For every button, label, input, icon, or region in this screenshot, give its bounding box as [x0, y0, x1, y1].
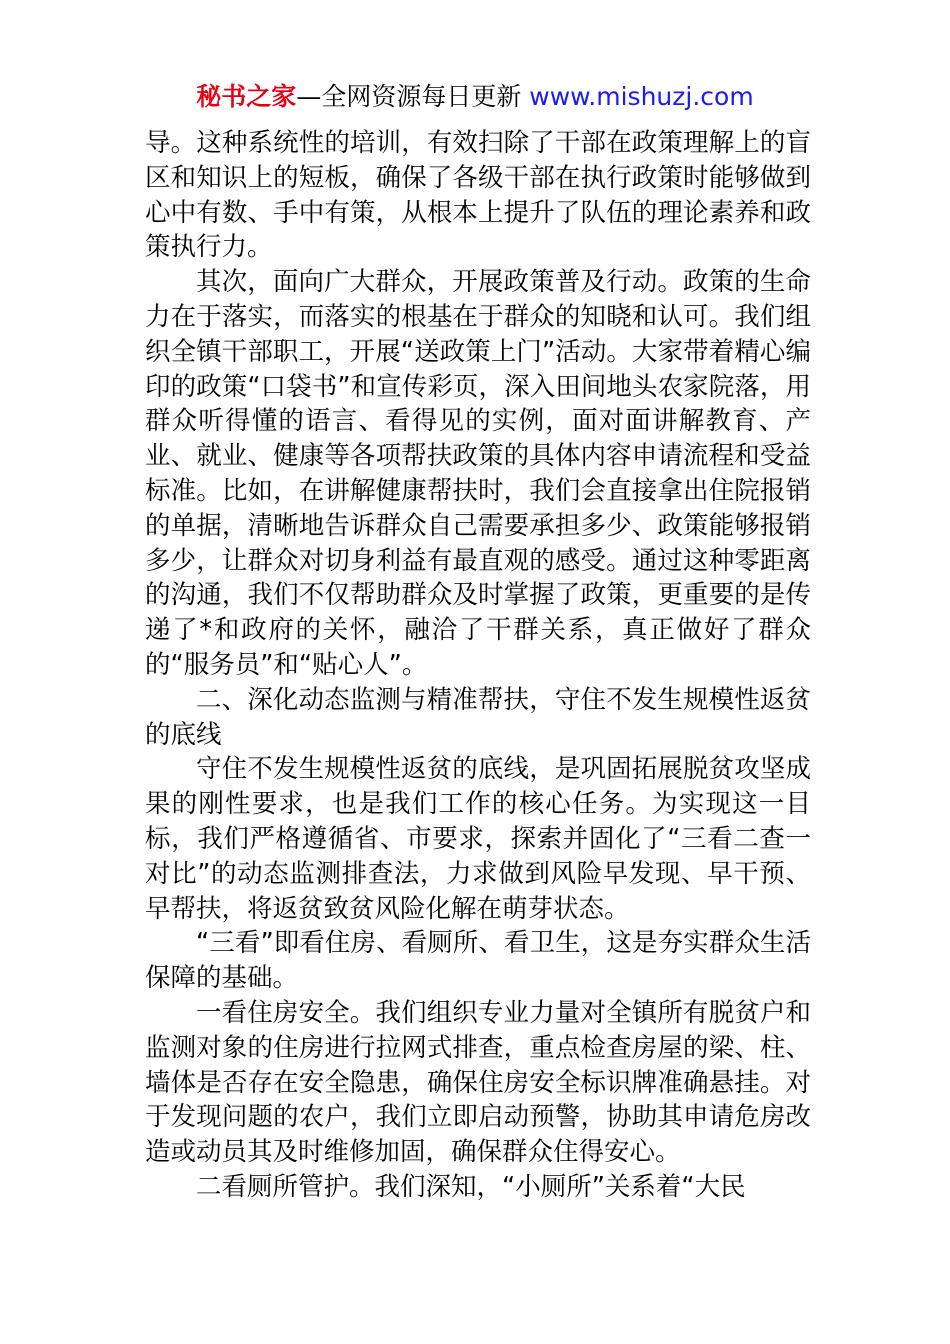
paragraph-toilet-care: 二看厕所管护。我们深知，“小厕所”关系着“大民 [196, 1171, 746, 1202]
site-tagline: —全网资源每日更新 [296, 82, 530, 111]
document-body [145, 126, 811, 1205]
paragraph-continuation: 导。这种系统性的培训，有效扫除了干部在政策理解上的盲区和知识上的短板，确保了各级干部在执行政策时能够做到心中有数、手中有策，从根本上提升了队伍的理论素养和政策执行力。 [145, 128, 811, 263]
page-header [0, 80, 950, 114]
paragraph-housing-safety: 一看住房安全。我们组织专业力量对全镇所有脱贫户和监测对象的住房进行拉网式排查，重点检查房屋的梁、柱、墙体是否存在安全隐患，确保住房安全标识牌准确悬挂。对于发现问题的农户，我们立即启动预警，协助其申请危房改造或动员其及时维修加固，确保群众住得安心。 [145, 997, 811, 1168]
paragraph-three-looks: “三看”即看住房、看厕所、看卫生，这是夯实群众生活保障的基础。 [145, 928, 811, 994]
site-url: www.mishuzj.com [529, 82, 754, 111]
site-brand: 秘书之家 [196, 82, 297, 111]
section-heading-two: 二、深化动态监测与精准帮扶，守住不发生规模性返贫的底线 [145, 684, 811, 750]
paragraph-policy-outreach: 其次，面向广大群众，开展政策普及行动。政策的生命力在于落实，而落实的根基在于群众的知晓和认可。我们组织全镇干部职工，开展“送政策上门”活动。大家带着精心编印的政策“口袋书”和宣传彩页，深入田间地头农家院落，用群众听得懂的语言、看得见的实例，面对面讲解教育、产业、就业、健康等各项帮扶政策的具体内容申请流程和受益标准。比如，在讲解健康帮扶时，我们会直接拿出住院报销的单据，清晰地告诉群众自己需要承担多少、政策能够报销多少，让群众对切身利益有最直观的感受。通过这种零距离的沟通，我们不仅帮助群众及时掌握了政策，更重要的是传递了*和政府的关怀，融洽了干群关系，真正做好了群众的“服务员”和“贴心人”。 [145, 267, 811, 680]
paragraph-bottom-line: 守住不发生规模性返贫的底线，是巩固拓展脱贫攻坚成果的刚性要求，也是我们工作的核心任务。为实现这一目标，我们严格遵循省、市要求，探索并固化了“三看二查一对比”的动态监测排查法，力求做到风险早发现、早干预、早帮扶，将返贫致贫风险化解在萌芽状态。 [145, 754, 811, 924]
